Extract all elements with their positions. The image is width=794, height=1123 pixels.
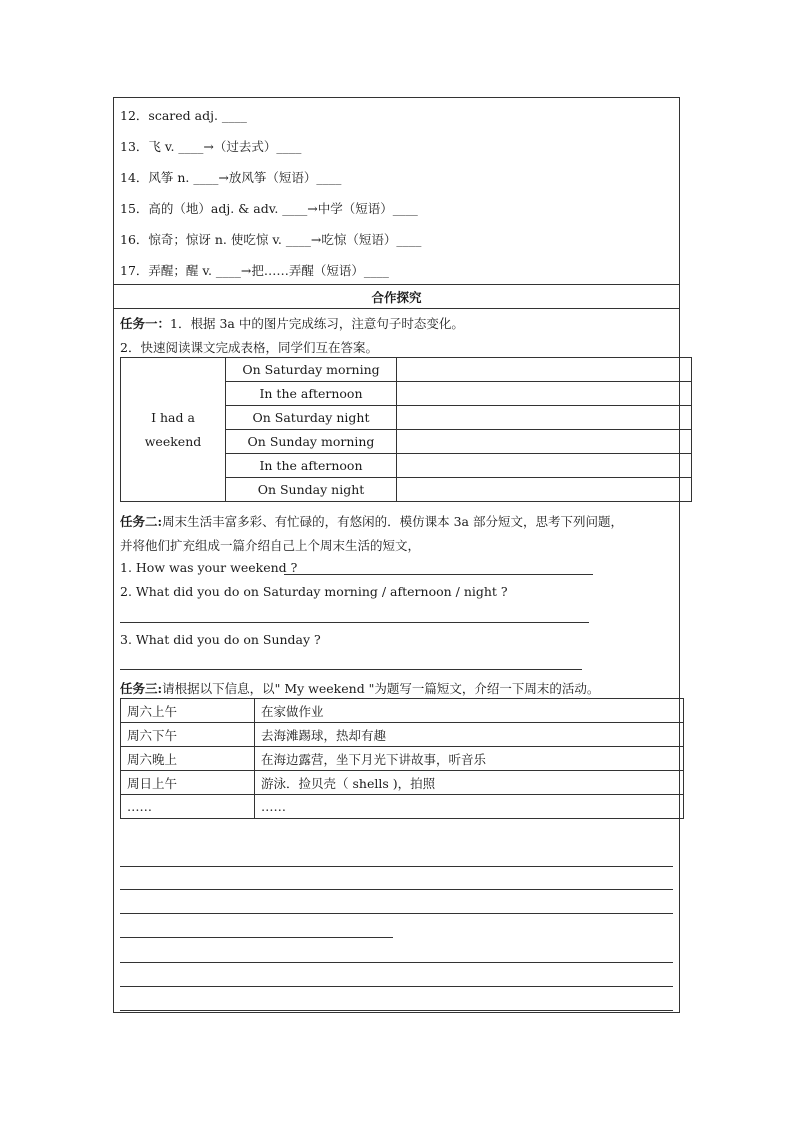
task2-question-1: 1. How was your weekend ? <box>120 560 298 575</box>
weekend-table <box>120 357 692 502</box>
vocab-item-12: 12．scared adj. ____ <box>120 108 247 123</box>
period-cell: On Saturday morning <box>226 358 397 382</box>
activity-cell: …… <box>255 795 684 819</box>
activity-table <box>120 698 684 819</box>
day-cell: 周六晚上 <box>121 747 255 771</box>
vocab-item-14: 14．风筝 n. ____→放风筝（短语）____ <box>120 170 342 185</box>
task2-text: 周末生活丰富多彩、有忙碌的，有悠闲的．模仿课本 3a 部分短文，思考下列问题， <box>162 514 623 529</box>
answer-line[interactable] <box>120 622 589 623</box>
task2-line2: 并将他们扩充组成一篇介绍自己上个周末生活的短文， <box>120 538 421 553</box>
activity-cell: 在家做作业 <box>255 699 684 723</box>
writing-line[interactable] <box>120 913 673 914</box>
activity-cell: 在海边露营，坐下月光下讲故事，听音乐 <box>255 747 684 771</box>
writing-line[interactable] <box>120 937 393 938</box>
task2-question-3: 3. What did you do on Sunday ? <box>120 632 321 647</box>
period-cell: On Sunday morning <box>226 430 397 454</box>
answer-cell[interactable] <box>397 430 692 454</box>
period-cell: On Sunday night <box>226 478 397 502</box>
answer-line[interactable] <box>284 574 593 575</box>
task2-question-2: 2. What did you do on Saturday morning / afternoon / night ? <box>120 584 508 599</box>
writing-line[interactable] <box>120 1010 673 1011</box>
task1-text: 1．根据 3a 中的图片完成练习，注意句子时态变化。 <box>170 316 464 331</box>
task1-line1 <box>120 314 464 332</box>
table-head-line1: I had a <box>151 409 195 425</box>
task2-line1 <box>120 512 623 530</box>
divider <box>113 308 680 309</box>
task2-label: 任务二: <box>120 514 163 529</box>
answer-cell[interactable] <box>397 358 692 382</box>
task3-label: 任务三: <box>120 681 163 696</box>
day-cell: …… <box>121 795 255 819</box>
period-cell: In the afternoon <box>226 382 397 406</box>
writing-line[interactable] <box>120 866 673 867</box>
writing-line[interactable] <box>120 986 673 987</box>
activity-cell: 去海滩踢球，热却有趣 <box>255 723 684 747</box>
task3-text: 请根据以下信息，以" My weekend "为题写一篇短文，介绍一下周末的活动。 <box>162 681 600 696</box>
answer-line[interactable] <box>120 669 582 670</box>
vocab-item-13: 13．飞 v. ____→（过去式）____ <box>120 139 302 154</box>
answer-cell[interactable] <box>397 478 692 502</box>
answer-cell[interactable] <box>397 382 692 406</box>
answer-cell[interactable] <box>397 454 692 478</box>
task1-line2: 2．快速阅读课文完成表格，同学们互在答案。 <box>120 340 378 355</box>
section-title: 合作探究 <box>371 290 422 305</box>
day-cell: 周日上午 <box>121 771 255 795</box>
divider <box>113 284 680 285</box>
period-cell: In the afternoon <box>226 454 397 478</box>
vocab-item-15: 15．高的（地）adj. & adv. ____→中学（短语）____ <box>120 201 418 216</box>
task1-label: 任务一： <box>120 316 171 331</box>
day-cell: 周六上午 <box>121 699 255 723</box>
vocab-item-16: 16．惊奇；惊讶 n. 使吃惊 v. ____→吃惊（短语）____ <box>120 232 422 247</box>
answer-cell[interactable] <box>397 406 692 430</box>
task3-line <box>120 679 599 697</box>
table-head-cell <box>121 358 226 502</box>
activity-cell: 游泳．捡贝壳（ shells )，拍照 <box>255 771 684 795</box>
table-head-line2: weekend <box>144 433 202 449</box>
writing-line[interactable] <box>120 889 673 890</box>
vocab-item-17: 17．弄醒；醒 v. ____→把……弄醒（短语）____ <box>120 263 389 278</box>
period-cell: On Saturday night <box>226 406 397 430</box>
writing-line[interactable] <box>120 962 673 963</box>
day-cell: 周六下午 <box>121 723 255 747</box>
